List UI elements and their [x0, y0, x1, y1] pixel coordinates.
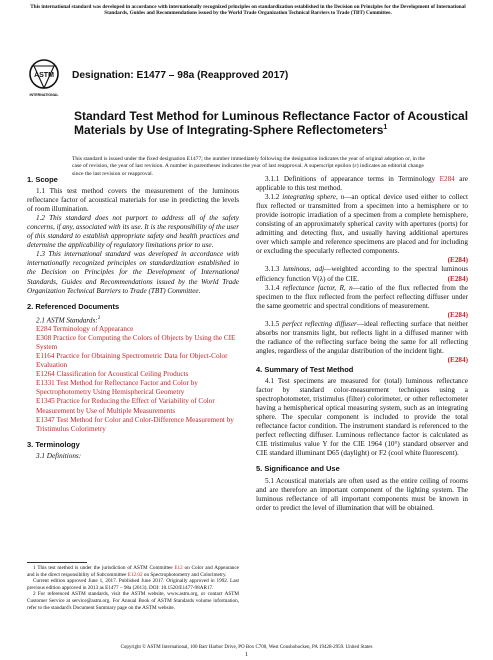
paragraph-text-b: are applicable to this test method. [256, 175, 468, 193]
paragraph-2-1 [27, 314, 239, 325]
paragraph-number: 3.1.2 [265, 193, 283, 202]
reference-title[interactable]: Practice for Reducing the Effect of Variability of Color Measurement by Use of Multiple Measurements [36, 397, 215, 415]
reference-title[interactable]: Test Method for Reflectance Factor and Color by Spectrophotometry Using Hemispherical Geometry [36, 379, 198, 397]
logo-text: ASTM [34, 72, 54, 79]
reference-item[interactable] [27, 416, 239, 434]
reference-code[interactable]: E1264 [36, 370, 55, 379]
definition-text: —weighted according to the spectral luminous efficiency function V(λ) of the CIE. [256, 265, 468, 283]
citation-link[interactable]: (E284) [447, 310, 468, 319]
reference-item[interactable] [27, 370, 239, 379]
paragraph-1-1: 1.1 This test method covers the measurement of the luminous reflectance factor of acoustical materials for use in predicting the levels of room illumination. [27, 187, 239, 214]
reference-list [27, 325, 239, 434]
astm-logo-icon [27, 58, 61, 98]
paragraph-1-2: 1.2 This standard does not purport to address all of the safety concerns, if any, associated with its use. It is the responsibility of the user of this standard to establish appropriate safety and health practices and determine the applicability of regulatory limitations prior to use. [27, 214, 239, 250]
definitions-label: 3.1 Definitions: [36, 451, 82, 460]
footnote-1 [27, 565, 239, 578]
paragraph-3-1-3 [256, 265, 468, 283]
paragraph-text: 3.1.1 Definitions of appearance terms in Terminology [265, 175, 440, 183]
reference-code[interactable]: E1164 [36, 352, 55, 361]
paragraph-3-1-5 [256, 319, 468, 364]
definition-text: —ratio of the flux reflected from the specimen to the flux reflected from the perfect reflecting diffuser under the same geometric and spectral conditions of measurement. [256, 283, 469, 310]
footnotes [27, 565, 239, 611]
section-heading-referenced: 2. Referenced Documents [27, 301, 120, 311]
defined-term: luminous, adj [283, 265, 325, 274]
paragraph-3-1-4 [256, 284, 468, 320]
right-column [256, 175, 468, 513]
footnote-2: 2 For referenced ASTM standards, visit the ASTM website, www.astm.org, or contact ASTM Customer Service at service@astm.org. For Annual Book of ASTM Standards volume information, refer to the standard's Document Summary page on the ASTM website. [27, 591, 239, 611]
paragraph-number: 3.1.3 [265, 265, 284, 274]
paragraph-number: 3.1.4 [265, 283, 283, 292]
reference-item[interactable] [27, 397, 239, 415]
subcommittee-link[interactable]: E12.02 [127, 571, 143, 578]
section-heading-summary: 4. Summary of Test Method [256, 364, 354, 374]
reference-code[interactable]: E1347 [36, 415, 55, 424]
footnote-1-text-c: on Spectrophotometry and Colorimetry. [142, 571, 227, 578]
reference-code[interactable]: E1331 [36, 379, 55, 388]
reference-code[interactable]: E1345 [36, 397, 55, 406]
logo-subtext: INTERNATIONAL [29, 93, 59, 97]
footnote-marker-2[interactable]: 2 [97, 315, 101, 321]
reference-title[interactable]: Test Method for Color and Color-Difference Measurement by Tristimulus Colorimetry [36, 415, 234, 433]
section-heading-scope: 1. Scope [27, 175, 58, 184]
reference-item[interactable] [27, 379, 239, 397]
section-heading-significance: 5. Significance and Use [256, 464, 340, 474]
reference-code[interactable]: E308 [36, 334, 52, 343]
reference-title[interactable]: Practice for Obtaining Spectrometric Data for Object-Color Evaluation [36, 352, 228, 370]
citation-link[interactable]: (E284) [447, 355, 468, 364]
page-number: 1 [245, 652, 248, 658]
citation-link[interactable]: (E284) [447, 274, 468, 283]
defined-term: reflectance factor, R, n [282, 283, 353, 292]
reference-code[interactable]: E284 [36, 325, 52, 334]
document-title [74, 109, 474, 137]
reference-title[interactable]: Classification for Acoustical Ceiling Products [56, 370, 189, 379]
reference-item[interactable] [27, 352, 239, 370]
copyright-notice: Copyright © ASTM International, 100 Barr Harbor Drive, PO Box C700, West Conshohocken, PA 19428-2959. United States [120, 645, 373, 650]
defined-term: integrating sphere, n [282, 193, 345, 202]
fixed-designation-notice: This standard is issued under the fixed designation E1477; the number immediately following the designation indicates the year of original adoption or, in the case of revision, the year of last revision. A number in parentheses indicates the year of last reapproval. A superscript epsilon (ε) indicates an editorial change since the last revision or reapproval. [72, 156, 426, 177]
paragraph-4-1: 4.1 Test specimens are measured for (total) luminous reflectance factor by standard color-measurement techniques using a spectrophotometer, tristimulus (filter) colorimeter, or other reflectometer having a hemispherical optical measuring system, such as an integrating sphere. The specular component is included to provide the total reflectance factor condition. The instrument standard is referenced to the perfect reflecting diffuser. Luminous reflectance factor is calculated as CIE tristimulus value Y for the CIE 1964 (10°) standard observer and CIE standard illuminant D65 (daylight) or F2 (cool white fluorescent). [256, 377, 468, 458]
footnote-1-text-b: on Color and Appearance and is the direct responsibility of Subcommittee [27, 565, 239, 578]
paragraph-1-3: 1.3 This international standard was developed in accordance with internationally recognized principles on standardization established in the Decision on Principles for the Development of International Standards, Guides and Recommendations issued by the World Trade Organization Technical Barriers to Trade (TBT) Committee. [27, 250, 239, 295]
footnote-divider [27, 562, 87, 563]
tbt-notice: This international standard was developed in accordance with internationally recognized principles on standardization established in the Decision on Principles for the Development of International Standards, Guides and Recommendations issued by the World Trade Organization Technical Barriers to Trade (TBT) Committee. [30, 4, 466, 17]
title-footnote-marker[interactable]: 1 [383, 124, 388, 132]
paragraph-3-1 [27, 452, 239, 461]
section-heading-terminology: 3. Terminology [27, 439, 80, 449]
e284-link[interactable]: E284 [439, 175, 455, 183]
reference-item[interactable] [27, 334, 239, 352]
paragraph-3-1-2 [256, 193, 468, 265]
definition-text: —ideal reflecting surface that neither absorbs nor transmits light, but reflects light in a diffused manner with the radiance of the reflecting surface being the same for all reflecting angles, regardless of the angular distribution of the incident light. [256, 319, 468, 355]
designation: Designation: E1477 – 98a (Reapproved 2017) [72, 70, 289, 81]
citation-link[interactable]: (E284) [447, 256, 468, 265]
reference-item[interactable] [27, 325, 239, 334]
paragraph-number: 3.1.5 [265, 319, 283, 328]
committee-link[interactable]: E12 [174, 565, 183, 571]
paragraph-5-1: 5.1 Acoustical materials are often used as the entire ceiling of rooms and are therefore an important component of the lighting system. The luminous reflectance of all important components must be known in order to predict the level of illumination that will be obtained. [256, 476, 468, 512]
paragraph-3-1-1 [256, 175, 468, 193]
astm-standards-label: 2.1 ASTM Standards: [36, 316, 98, 325]
reference-title[interactable]: Practice for Computing the Colors of Objects by Using the CIE System [36, 334, 236, 352]
footnote-edition: Current edition approved June 1, 2017. Published June 2017. Originally approved in 1992. Last previous edition approved in 2013 as E1477 – 98a (2013). DOI: 10.1520/E1477-98AR17. [27, 578, 239, 591]
footnote-1-text: 1 This test method is under the jurisdiction of ASTM Committee [33, 565, 175, 571]
definition-text: —an optical device used either to collect flux reflected or transmitted from a specimen into a hemisphere or to provide isotropic irradiation of a specimen from a complete hemisphere, consisting of an approximately spherical cavity with apertures (ports) for admitting and detecting flux, and usually having additional apertures over which sample and reference specimens are placed and for including or excluding the specularly reflected components. [256, 193, 468, 256]
reference-title[interactable]: Terminology of Appearance [52, 325, 134, 334]
title-text: Standard Test Method for Luminous Reflectance Factor of Acoustical Materials by Use of Integrating-Sphere Reflectometers [74, 109, 469, 138]
left-column [27, 175, 239, 461]
defined-term: perfect reflecting diffuser [282, 319, 357, 328]
